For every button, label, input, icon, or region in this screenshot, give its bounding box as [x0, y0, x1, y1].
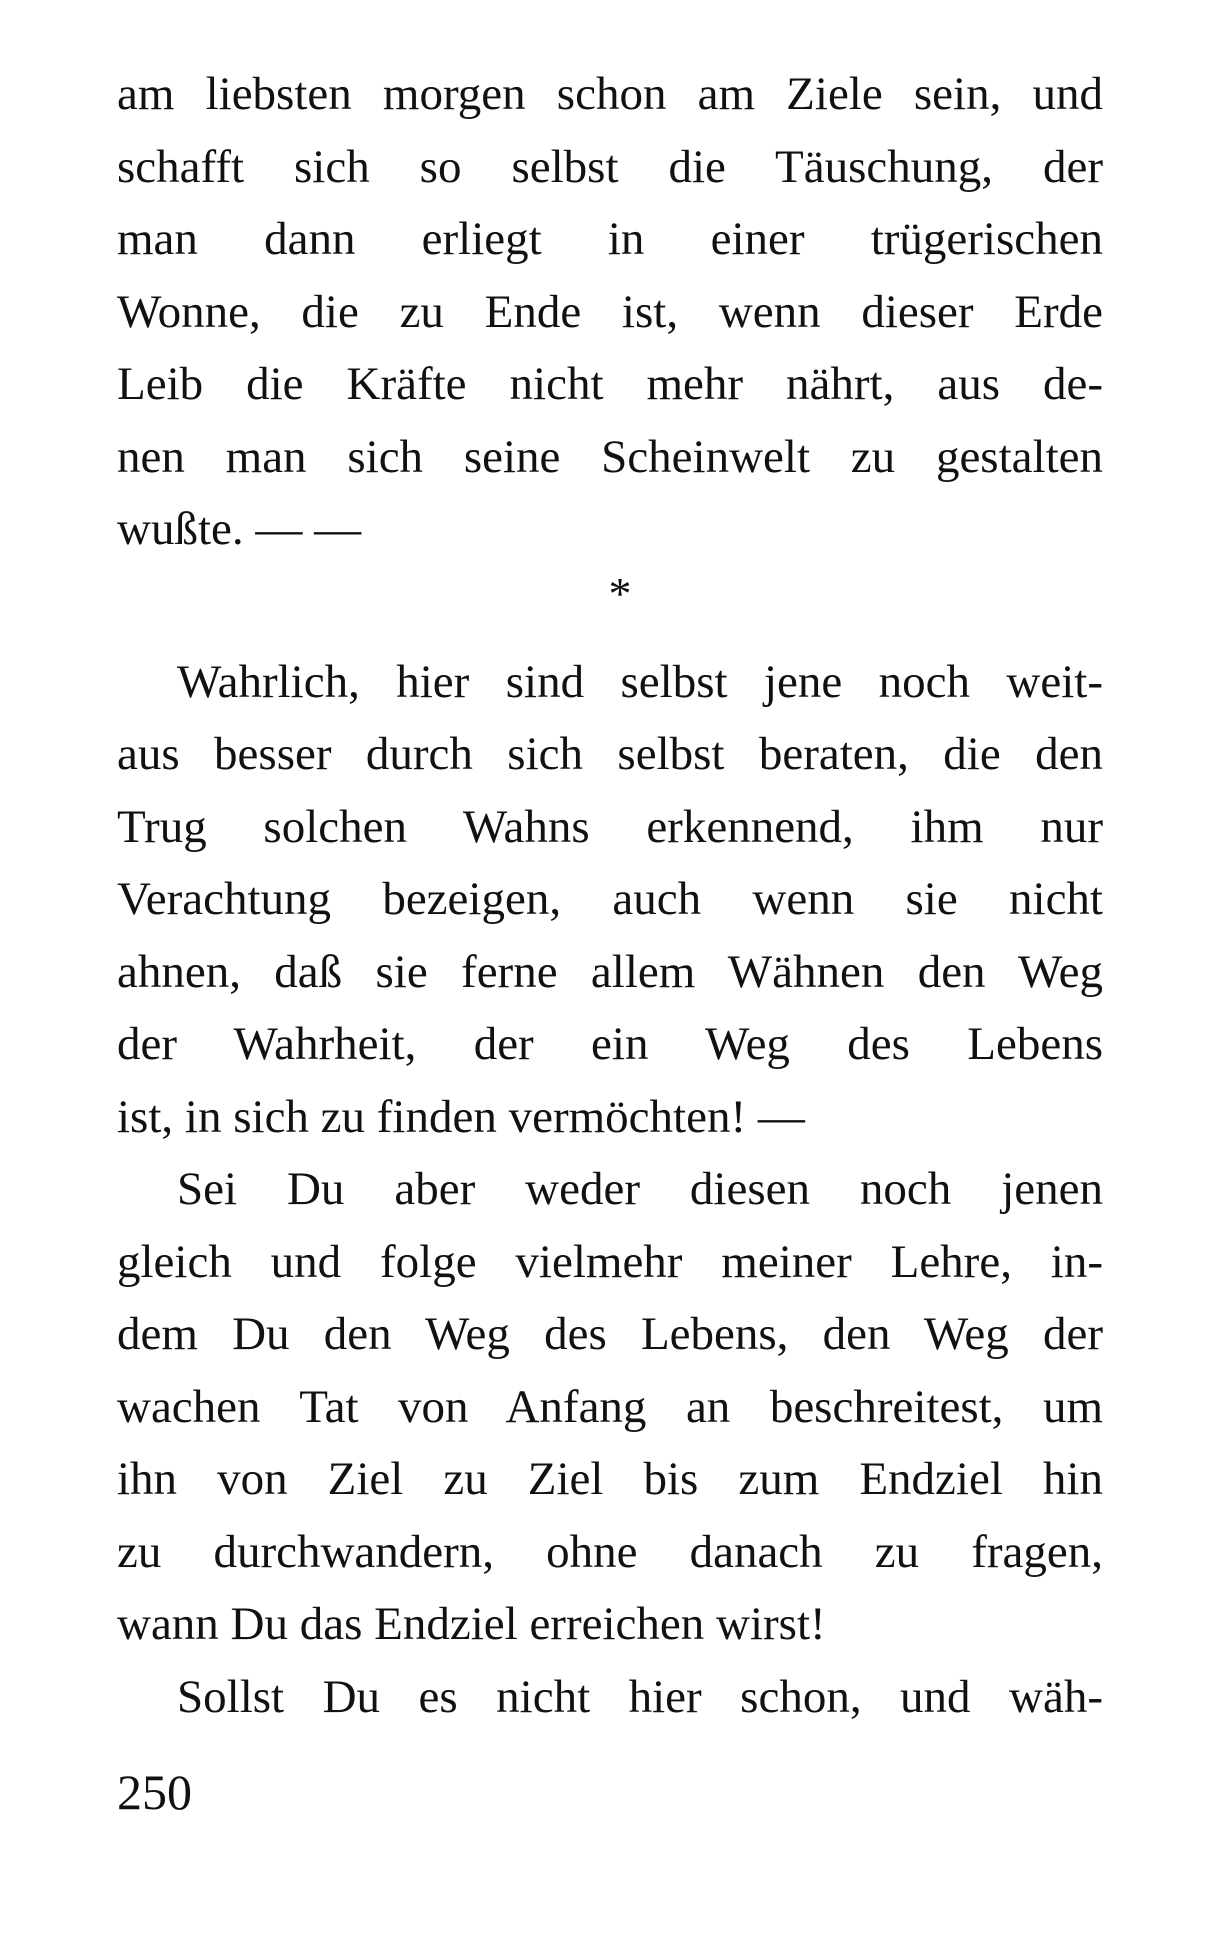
text-line: ist, in sich zu finden vermöchten! —	[117, 1090, 805, 1143]
text-line: zu durchwandern, ohne danach zu fragen,	[117, 1525, 1103, 1578]
text-line: wußte. — —	[117, 503, 362, 555]
text-line: man dann erliegt in einer trügerischen	[117, 213, 1103, 265]
text-line: schafft sich so selbst die Täuschung, der	[117, 140, 1103, 193]
text-line: Wahrlich, hier sind selbst jene noch weit-	[177, 655, 1103, 708]
text-line: Trug solchen Wahns erkennend, ihm nur	[117, 800, 1103, 853]
paragraph-2	[117, 646, 1103, 1154]
text-line: gleich und folge vielmehr meiner Lehre, in-	[117, 1235, 1103, 1288]
paragraph-1	[117, 58, 1103, 566]
text-line: Sollst Du es nicht hier schon, und wäh-	[177, 1670, 1103, 1723]
paragraph-3	[117, 1153, 1103, 1661]
page-text	[117, 58, 1103, 1733]
text-line: wann Du das Endziel erreichen wirst!	[117, 1598, 826, 1650]
text-line: wachen Tat von Anfang an beschreitest, um	[117, 1380, 1103, 1433]
text-line: Leib die Kräfte nicht mehr nährt, aus de-	[117, 358, 1103, 410]
text-line: am liebsten morgen schon am Ziele sein, und	[117, 68, 1103, 120]
text-line: aus besser durch sich selbst beraten, die den	[117, 728, 1103, 780]
text-line: ihn von Ziel zu Ziel bis zum Endziel hin	[117, 1453, 1103, 1505]
text-line: Sei Du aber weder diesen noch jenen	[177, 1163, 1103, 1215]
page-number: 250	[117, 1764, 192, 1820]
text-line: Wonne, die zu Ende ist, wenn dieser Erde	[117, 285, 1103, 338]
text-line: nen man sich seine Scheinwelt zu gestalten	[117, 430, 1103, 483]
section-separator: *	[608, 567, 632, 619]
paragraph-4	[117, 1661, 1103, 1734]
text-line: dem Du den Weg des Lebens, den Weg der	[117, 1308, 1103, 1360]
text-line: der Wahrheit, der ein Weg des Lebens	[117, 1018, 1103, 1070]
text-line: ahnen, daß sie ferne allem Wähnen den Weg	[117, 945, 1103, 998]
text-line: Verachtung bezeigen, auch wenn sie nicht	[117, 873, 1103, 925]
